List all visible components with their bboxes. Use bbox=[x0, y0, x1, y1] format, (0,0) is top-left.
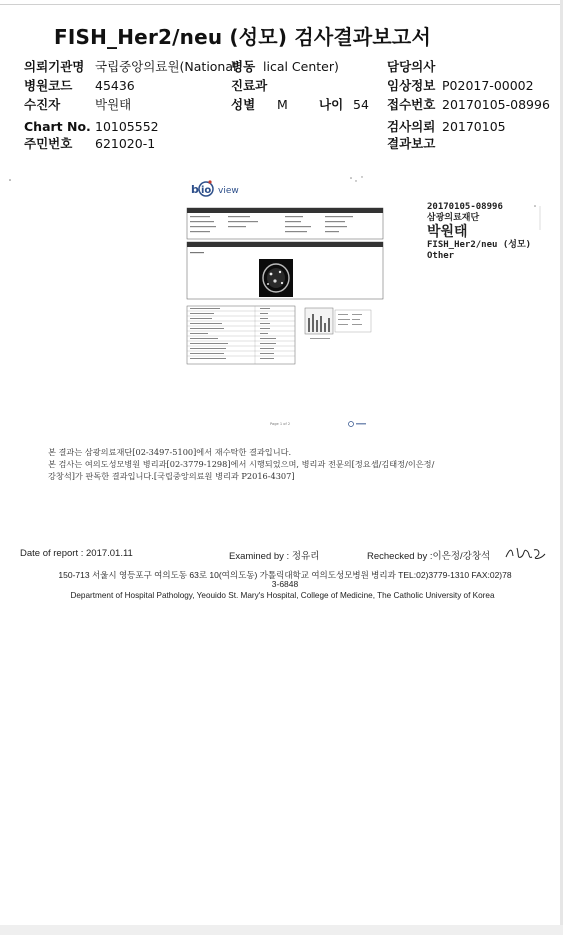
note-line-2: 본 검사는 여의도성모병원 병리과[02-3779-1298]에서 시행되었으며, 병리과 전문의[정요셉/김태정/이은정/ bbox=[48, 459, 435, 469]
note-line-1: 본 결과는 삼광의료재단[02-3497-5100]에서 재수탁한 결과입니다. bbox=[48, 447, 292, 457]
department-label: 진료과 bbox=[231, 78, 268, 93]
note-line-3: 강창석]가 판독한 결과입니다.[국립중앙의료원 병리과 P2016-4307] bbox=[48, 471, 295, 481]
institution-value: 국립중앙의료원(National bbox=[95, 59, 237, 74]
institution-value-overflow: lical Center) bbox=[263, 59, 339, 74]
clinical-info-value: P02017-00002 bbox=[442, 78, 534, 93]
receipt-label: 접수번호 bbox=[387, 97, 436, 112]
resident-no-label: 주민번호 bbox=[24, 136, 73, 151]
request-label: 검사의뢰 bbox=[387, 119, 436, 134]
clinical-info-label: 임상정보 bbox=[387, 78, 436, 93]
page-top-border bbox=[0, 4, 563, 5]
scan-specimen: Other bbox=[427, 251, 455, 261]
sex-value: M bbox=[277, 97, 288, 112]
scan-receipt-no: 20170105-08996 bbox=[427, 202, 503, 212]
chart-no-label: Chart No. bbox=[24, 119, 91, 134]
logo-io: io bbox=[201, 185, 212, 196]
address-line-1: 150-713 서울시 영등포구 여의도동 63로 10(여의도동) 가톨릭대학교 여의도성모병원 병리과 TEL:02)3779-1310 FAX:02)78 bbox=[58, 570, 512, 580]
scanned-report-image bbox=[0, 168, 563, 440]
scan-page-label: Page 1 of 2 bbox=[270, 422, 291, 426]
hospital-code-label: 병원코드 bbox=[24, 78, 73, 93]
report-label: 결과보고 bbox=[387, 136, 436, 151]
scan-foundation: 삼광의료재단 bbox=[427, 213, 480, 223]
report-title: FISH_Her2/neu (성모) 검사결과보고서 bbox=[54, 25, 431, 49]
bottom-scrollbar[interactable] bbox=[0, 925, 563, 935]
receipt-value: 20170105-08996 bbox=[442, 97, 550, 112]
date-of-report: Date of report : 2017.01.11 bbox=[20, 548, 133, 559]
age-value: 54 bbox=[353, 97, 369, 112]
mini-legend-box bbox=[335, 310, 371, 332]
scan-test-name: FISH_Her2/neu (성모) bbox=[427, 240, 532, 250]
hospital-code-value: 45436 bbox=[95, 78, 135, 93]
physician-label: 담당의사 bbox=[387, 59, 436, 74]
examined-by: Examined by : 정유리 bbox=[229, 551, 320, 562]
patient-value: 박원태 bbox=[95, 97, 132, 112]
signature-image bbox=[503, 544, 549, 562]
sex-label: 성별 bbox=[231, 97, 256, 112]
scan-footer-logo bbox=[349, 422, 354, 427]
logo-view: view bbox=[218, 186, 239, 196]
resident-no-value: 621020-1 bbox=[95, 136, 156, 151]
measurement-table bbox=[187, 306, 295, 364]
institution-label: 의뢰기관명 bbox=[24, 59, 85, 74]
scan-patient-name: 박원태 bbox=[427, 224, 468, 240]
department-en: Department of Hospital Pathology, Yeouido St. Mary's Hospital, College of Medicine, The Catholic University of Korea bbox=[70, 591, 495, 600]
chart-no-value: 10105552 bbox=[95, 119, 159, 134]
request-value: 20170105 bbox=[442, 119, 506, 134]
rechecked-by: Rechecked by :이은정/강창석 bbox=[367, 551, 491, 562]
ward-label: 병동 bbox=[231, 59, 256, 74]
address-line-2: 3-6848 bbox=[271, 579, 299, 589]
logo-b: b bbox=[191, 183, 199, 196]
patient-label: 수진자 bbox=[24, 97, 61, 112]
age-label: 나이 bbox=[319, 97, 344, 112]
